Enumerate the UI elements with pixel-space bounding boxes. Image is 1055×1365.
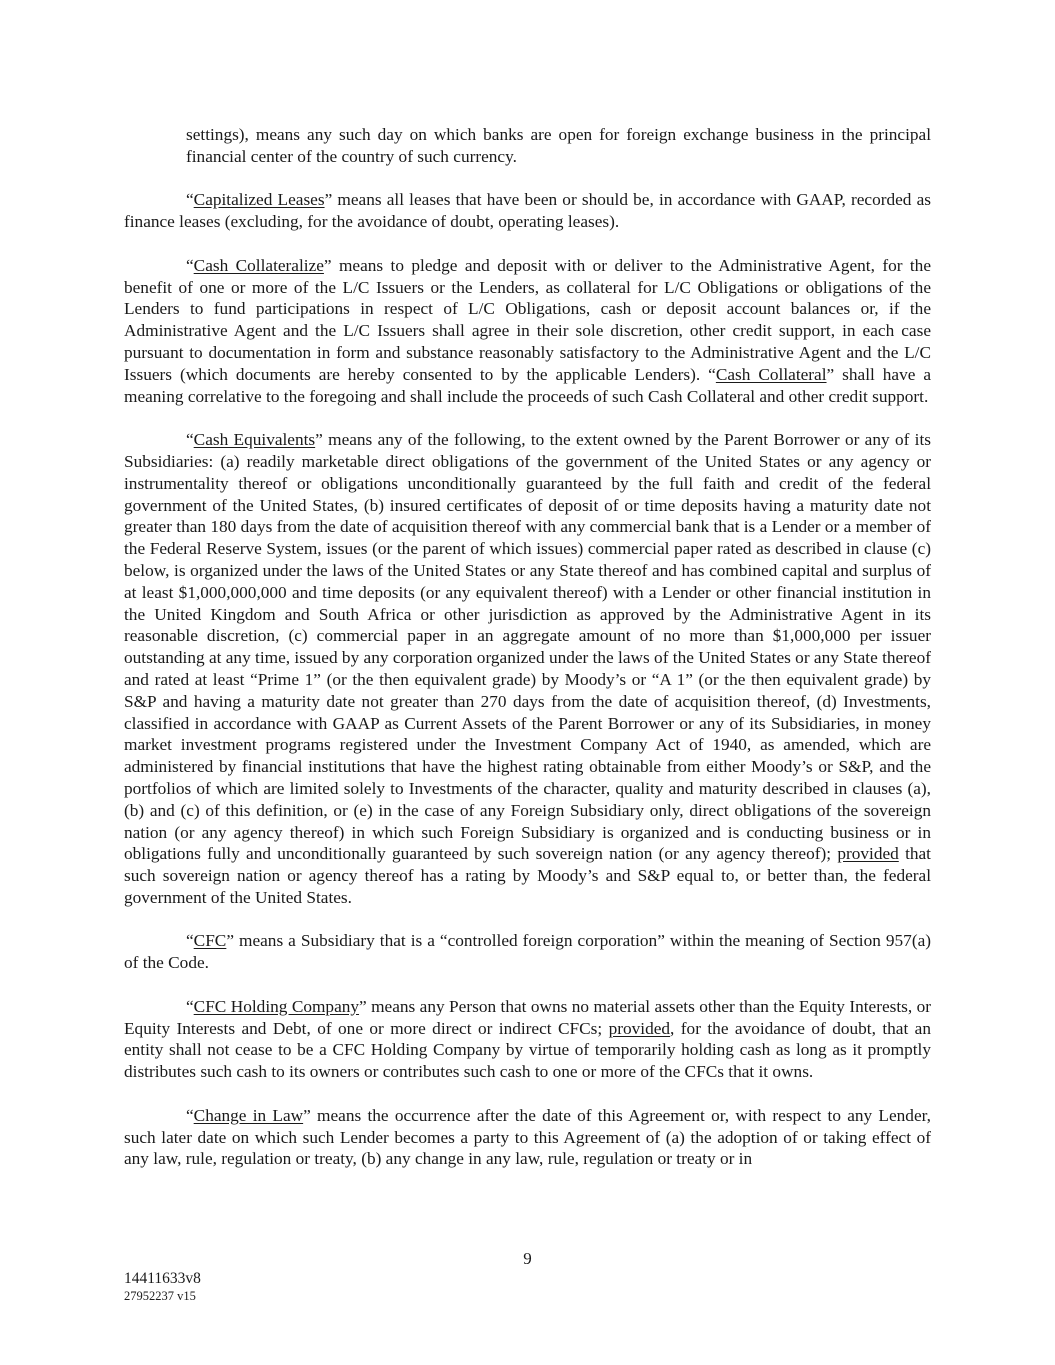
defined-term: Capitalized Leases bbox=[193, 190, 325, 210]
definition-text: , for the avoidance of doubt, that an entity shall not cease to be a CFC Holding Company by virtue of temporarily holding cash as long as it promptly distributes such cash to its owners or contributes such cash to one or more of the CFCs that it owns. bbox=[124, 1018, 931, 1082]
definition-text: ” means all leases that have been or should be, in accordance with GAAP, recorded as finance leases (excluding, for the avoidance of doubt, operating leases). bbox=[124, 190, 931, 232]
definition-text: ” means any of the following, to the extent owned by the Parent Borrower or any of its Subsidiaries: (a) readily marketable direct obligations of the government of the United States or any agency or instrumentality thereof or obligations unconditionally guaranteed by the full faith and credit of the federal government of the United States, (b) insured certificates of deposit of or time deposits having a maturity date not greater than 180 days from the date of acquisition thereof with any commercial bank that is a Lender or a member of the Federal Reserve System, issues (or the parent of which issues) commercial paper rated as described in clause (c) below, is organized under the laws of the United States or any State thereof and has combined capital and surplus of at least $1,000,000,000 and time deposits (or any equivalent thereof) with a Lender or other financial institution in the United Kingdom and South Africa or other jurisdiction as approved by the Administrative Agent in its reasonable discretion, (c) commercial paper in an aggregate amount of no more than $1,000,000 per issuer outstanding at any time, issued by any corporation organized under the laws of the United States or any State thereof and rated at least “Prime 1” (or the then equivalent grade) by Moody’s or “A 1” (or the then equivalent grade) by S&P and having a maturity date not greater than 270 days from the date of acquisition thereof, (d) Investments, classified in accordance with GAAP as Current Assets of the Parent Borrower or any of its Subsidiaries, in money market investment programs registered under the Investment Company Act of 1940, as amended, which are administered by financial institutions that have the highest rating obtainable from either Moody’s or S&P, and the portfolios of which are limited solely to Investments of the character, quality and maturity described in clauses (a), (b) and (c) of this definition, or (e) in the case of any Foreign Subsidiary only, direct obligations of the sovereign nation (or any agency thereof) in which such Foreign Subsidiary is organized and is conducting business or in obligations fully and unconditionally guaranteed by such sovereign nation (or any agency thereof); bbox=[124, 430, 931, 864]
open-quote: “ bbox=[186, 1105, 194, 1125]
definition-text: that such sovereign nation or agency thereof has a rating by Moody’s and S&P equal to, or better than, the federal government of the United States. bbox=[124, 844, 931, 907]
definition-text: ” means any Person that owns no material assets other than the Equity Interests, or Equity Interests and Debt, of one or more direct or indirect CFCs; bbox=[124, 996, 932, 1038]
paragraph-text: settings), means any such day on which banks are open for foreign exchange business in the principal financial center of the country of such currency. bbox=[186, 125, 931, 166]
defined-term: Change in Law bbox=[193, 1105, 304, 1125]
definition-cfc bbox=[124, 930, 931, 974]
page-number: 9 bbox=[523, 1249, 532, 1268]
document-body bbox=[124, 124, 931, 1192]
defined-term: Cash Collateralize bbox=[193, 255, 324, 275]
document-version-id: 27952237 v15 bbox=[124, 1289, 196, 1303]
defined-term: Cash Equivalents bbox=[193, 430, 316, 450]
defined-term: Cash Collateral bbox=[715, 364, 827, 384]
definition-change-in-law bbox=[124, 1105, 931, 1170]
open-quote: “ bbox=[186, 190, 194, 210]
document-id: 14411633v8 bbox=[124, 1270, 201, 1287]
defined-term: CFC bbox=[193, 931, 227, 951]
definition-cfc-holding-company bbox=[124, 996, 931, 1083]
open-quote: “ bbox=[186, 255, 194, 275]
proviso-term: provided bbox=[608, 1018, 671, 1038]
definition-text: ” means the occurrence after the date of this Agreement or, with respect to any Lender, such later date on which such Lender becomes a party to this Agreement of (a) the adoption of or taking effect of any law, rule, regulation or treaty, (b) any change in any law, rule, regulation or treaty or in bbox=[124, 1105, 931, 1169]
definition-text: ” means a Subsidiary that is a “controlled foreign corporation” within the meaning of Section 957(a) of the Code. bbox=[124, 931, 931, 973]
definition-cash-collateralize bbox=[124, 255, 931, 408]
open-quote: “ bbox=[186, 931, 194, 951]
definition-capitalized-leases bbox=[124, 189, 931, 233]
open-quote: “ bbox=[186, 996, 194, 1016]
definition-text: ” shall have a meaning correlative to the foregoing and shall include the proceeds of such Cash Collateral and other credit support. bbox=[124, 364, 932, 406]
proviso-term: provided bbox=[837, 844, 899, 864]
open-quote: “ bbox=[186, 430, 194, 450]
definition-text: ” means to pledge and deposit with or deliver to the Administrative Agent, for the benefit of one or more of the L/C Issuers or the Lenders, as collateral for L/C Obligations or obligations of the Lenders to fund participations in respect of L/C Obligations, cash or deposit account balances or, if the Administrative Agent and the L/C Issuers shall agree in their sole discretion, other credit support, in each case pursuant to documentation in form and substance reasonably satisfactory to the Administrative Agent and the L/C Issuers (which documents are hereby consented to by the applicable Lenders). “ bbox=[124, 255, 931, 384]
definition-cash-equivalents bbox=[124, 429, 931, 909]
paragraph-continuation bbox=[124, 124, 931, 168]
defined-term: CFC Holding Company bbox=[193, 996, 360, 1016]
